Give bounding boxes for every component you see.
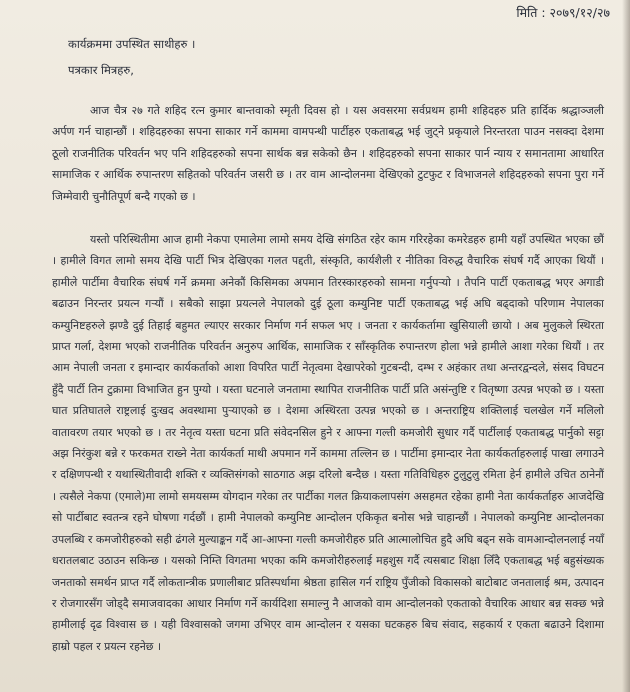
paragraph-2: यस्तो परिस्थितीमा आज हामी नेकपा एमालेमा लामो समय देखि संगठित रहेर काम गरिरहेका कमरेडहरु हामी यहाँ उपस्थित भएका छौं । हामीले विगत लामो समय देखि पार्टी भित्र देखिएका गलत पद्दती, संस्कृति, कार्यशैली र नीतिका विरुद्ध वैचारिक संघर्ष गर्दै आएका थियौं । हामीले पार्टीमा वैचारिक संघर्ष गर्ने क्रममा अनेकौं किसिमका अपमान तिरस्कारहरुको सामना गर्नुपर्‍यो । तैपनि पार्टी एकताबद्ध भएर अगाडी बढाउन निरन्तर प्रयत्न गर्‍यौं । सबैको साझा प्रयत्नले नेपालको दुई ठूला कम्युनिष्ट पार्टी एकताबद्ध भई अघि बढ्दाको परिणाम नेपालका कम्युनिष्टहरुले झण्डै दुई तिहाई बहुमत ल्याएर सरकार निर्माण गर्न सफल भए । जनता र कार्यकर्तामा खुसियाली छायो । अब मुलुकले स्थिरता प्राप्त गर्ला, देशमा भएको राजनीतिक परिवर्तन अनुरुप आर्थिक, सामाजिक र साँस्कृतिक रुपान्तरण होला भन्ने हामीले आशा गरेका थियौं । तर आम नेपाली जनता र इमान्दार कार्यकर्ताको आशा विपरित पार्टी नेतृत्वमा देखापरेको गुटबन्दी, दम्भ र अहंकार तथा अन्तरद्वन्दले, संसद विघटन हुँदै पार्टी तिन टुक्रामा विभाजित हुन पुग्यो । यस्ता घटनाले जनतामा स्थापित राजनीतिक पार्टी प्रति असंन्तुष्टि र वितृष्णा उत्पन्न भएको छ । यस्ता घात प्रतिघातले राष्ट्रलाई दुःखद अवस्थामा पुऱ्याएको छ । देशमा अस्थिरता उत्पन्न भएको छ । अन्तराष्ट्रिय शक्तिलाई चलखेल गर्ने मलिलो वातावरण तयार भएको छ । तर नेतृत्व यस्ता घटना प्रति संवेदनसिल हुने र आफ्ना गल्ती कमजोरी सुधार गर्दै पार्टीलाई एकताबद्ध पार्नुको सट्टा अझ निरंकुश बन्ने र फरकमत राख्ने नेता कार्यकर्ता माथी अपमान गर्ने काममा तल्लिन छ । पार्टीमा इमान्दार नेता कार्यकर्ताहरुलाई पाखा लगाउने र दक्षिणपन्थी र यथास्थितीवादी शक्ति र व्यक्तिसंगको साठगाठ अझ दरिलो बन्दैछ । यस्ता गतिविधिहरु टुलुटुलु रमिता हेर्न हामीले उचित ठानेनौं । त्यसैले नेकपा (एमाले)मा लामो समयसम्म योगदान गरेका तर पार्टीका गलत क्रियाकलापसंग असहमत रहेका हामी नेता कार्यकर्ताहरु आजदेखि सो पार्टीबाट स्वतन्त्र रहने घोषणा गर्दछौं । हामी नेपालको कम्युनिष्ट आन्दोलन एकिकृत बनोस भन्ने चाहान्छौं । नेपालको कम्युनिष्ट आन्दोलनका उपलब्धि र कमजोरीहरुको सही ढंगले मुल्याङ्कन गर्दै आ-आफ्ना गल्ती कमजोरीहरु प्रति आत्मालोचित हुदै अघि बढ्न सके वामआन्दोलनलाई नयाँ धरातलबाट उठाउन सकिन्छ । यसको निम्ति विगतमा भएका कमि कमजोरीहरुलाई महशुस गर्दै त्यसबाट शिक्षा लिँदै एकताबद्ध भई बहुसंख्यक जनताको समर्थन प्राप्त गर्दै लोकतान्त्रीक प्रणालीबाट प्रतिस्पर्धामा श्रेष्ठता हासिल गर्न राष्ट्रिय पुँजीको विकासको बाटोबाट जनतालाई श्रम, उत्पादन र रोजगारसँग जोड्दै समाजवादका आधार निर्माण गर्ने कार्यदिशा समाल्नु नै आजको वाम आन्दोलनको एकताको वैचारिक आधार बन्न सक्छ भन्ने हामीलाई दृढ विश्वास छ । यही विश्वासको जगमा उभिएर वाम आन्दोलन र यसका घटकहरु बिच संवाद, सहकार्य र एकता बढाउने दिशामा हाम्रो पहल र प्रयत्न रहनेछ । [52,233,604,653]
salutation-journalists: पत्रकार मित्रहरु, [68,63,134,77]
letter-date: मिति : २०७९/१२/२७ [516,5,610,20]
salutation-attendees: कार्यक्रममा उपस्थित साथीहरु । [68,37,196,51]
page-edge-shadow [622,0,630,692]
paragraph-1: आज चैत्र २७ गते शहिद रत्न कुमार बान्तवाको स्मृती दिवस हो । यस अवसरमा सर्वप्रथम हामी शहिदहरु प्रति हार्दिक श्रद्धाञ्जली अर्पण गर्न चाहान्छौं । शहिदहरुका सपना साकार गर्ने काममा वामपन्थी पार्टीहरु एकताबद्ध भई जुट्ने प्रकृयाले निरन्तरता पाउन नसक्दा देशमा ठूलो राजनीतिक परिवर्तन भए पनि शहिदहरुको सपना सार्थक बन्न सकेको छैन । शहिदहरुको सपना साकार पार्न न्याय र समानतामा आधारित सामाजिक र आर्थिक रुपान्तरण सहितको परिवर्तन जसरी छ । तर वाम आन्दोलनमा देखिएको टुटफुट र विभाजनले शहिदहरुको सपना पुरा गर्ने जिम्मेवारी चुनौतिपूर्ण बन्दै गएको छ । [52,104,604,203]
